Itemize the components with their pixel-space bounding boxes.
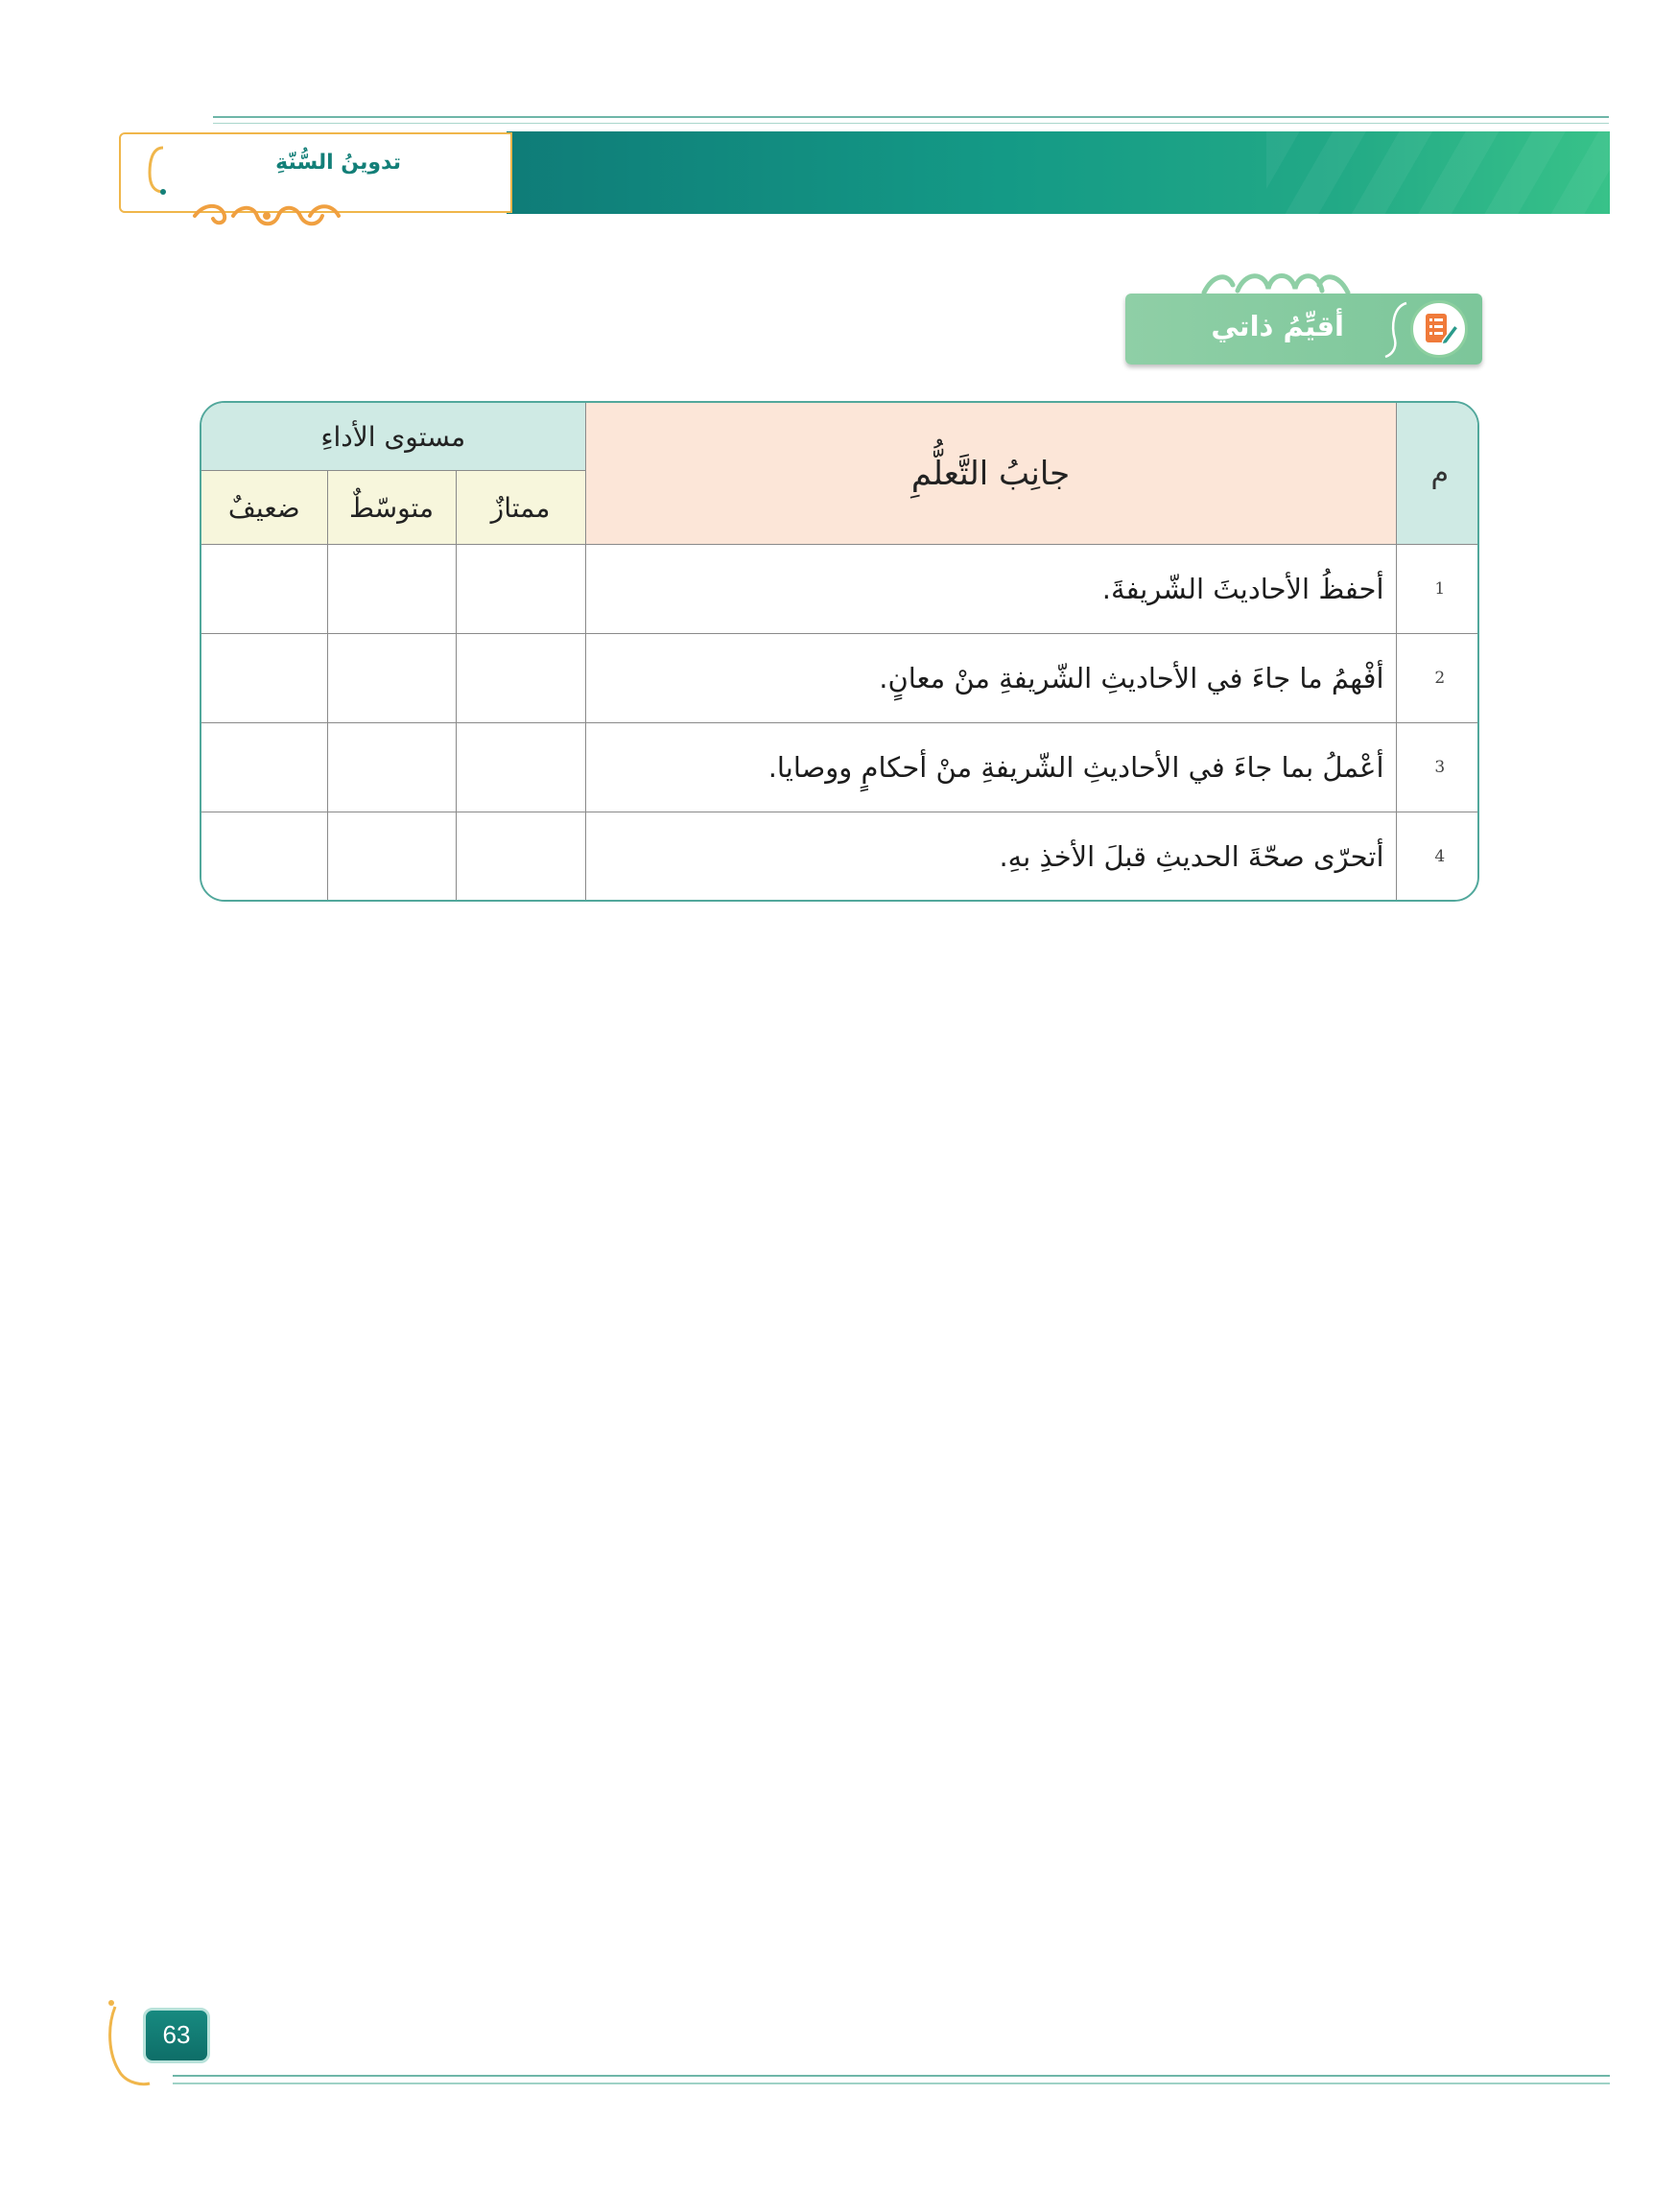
header-weak: ضعيفٌ: [201, 471, 327, 545]
gold-ornament-icon: [190, 201, 343, 230]
table-row: [201, 812, 1479, 902]
header-learning-aspect: جانِبُ التَّعلُّمِ: [585, 403, 1396, 545]
header-rule: [213, 116, 1609, 118]
row-statement: أحفظُ الأحاديثَ الشّريفةَ.: [585, 545, 1396, 634]
cell-average[interactable]: [327, 812, 456, 902]
table-row: [201, 545, 1479, 634]
header-banner-pattern: [1266, 131, 1610, 214]
footer-rule-thin: [173, 2083, 1610, 2084]
cell-weak[interactable]: [201, 634, 327, 723]
row-statement: أعْملُ بما جاءَ في الأحاديثِ الشّريفةِ منْ أحكامٍ ووصايا.: [585, 723, 1396, 812]
row-number: 2: [1396, 634, 1479, 723]
table-row: [201, 723, 1479, 812]
row-statement: أتحرّى صحّةَ الحديثِ قبلَ الأخذِ بهِ.: [585, 812, 1396, 902]
cell-excellent[interactable]: [456, 812, 585, 902]
header-number: م: [1396, 403, 1479, 545]
row-number: 4: [1396, 812, 1479, 902]
header-rule-thin: [213, 123, 1609, 124]
cell-excellent[interactable]: [456, 634, 585, 723]
row-number: 3: [1396, 723, 1479, 812]
header-average: متوسّطٌ: [327, 471, 456, 545]
header-excellent: ممتازٌ: [456, 471, 585, 545]
footer-rule: [173, 2075, 1610, 2077]
section-title: أقيِّمُ ذاتي: [1211, 310, 1344, 342]
cell-average[interactable]: [327, 723, 456, 812]
self-assessment-table: [200, 401, 1479, 902]
cell-excellent[interactable]: [456, 545, 585, 634]
table-header-row: [201, 403, 1479, 471]
header-performance-level: مستوى الأداءِ: [201, 403, 585, 471]
cell-average[interactable]: [327, 634, 456, 723]
cell-average[interactable]: [327, 545, 456, 634]
chapter-title: تدوينُ السُّنّةِ: [275, 151, 401, 175]
checklist-pencil-icon: [1418, 308, 1460, 350]
decorative-hook-icon: [134, 144, 173, 198]
page-number: 63: [162, 2020, 191, 2049]
row-number: 1: [1396, 545, 1479, 634]
table-row: [201, 634, 1479, 723]
cell-weak[interactable]: [201, 812, 327, 902]
cell-weak[interactable]: [201, 545, 327, 634]
row-statement: أفْهمُ ما جاءَ في الأحاديثِ الشّريفةِ منْ معانٍ.: [585, 634, 1396, 723]
cell-excellent[interactable]: [456, 723, 585, 812]
cell-weak[interactable]: [201, 723, 327, 812]
